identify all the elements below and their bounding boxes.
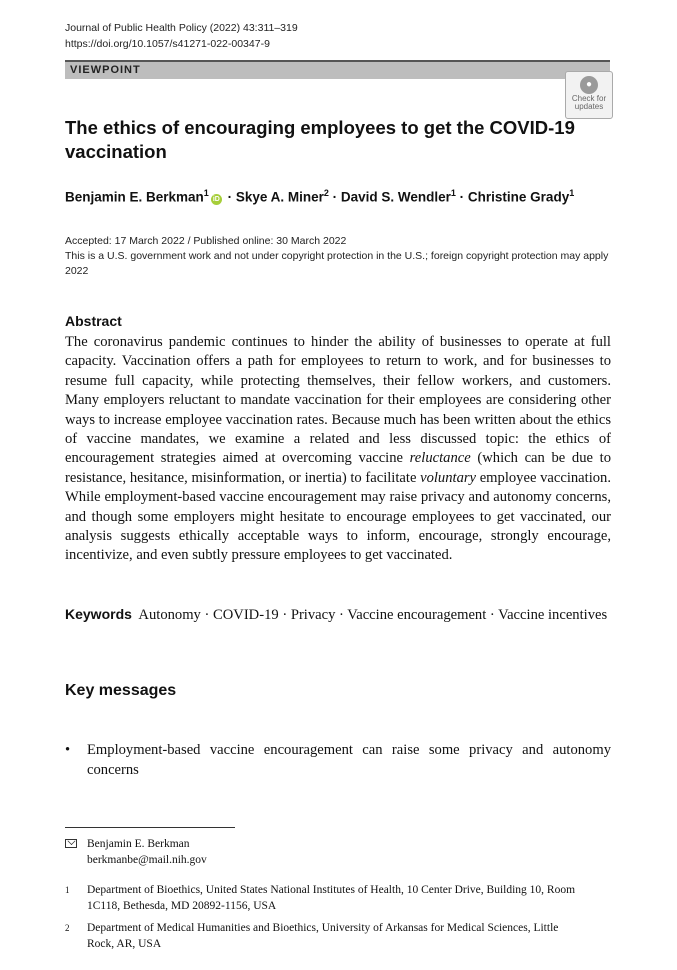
author-affiliation: 2 xyxy=(323,188,329,198)
article-title: The ethics of encouraging employees to get the COVID-19 vaccination xyxy=(65,117,575,162)
abstract-emphasis: reluctance xyxy=(409,450,471,467)
abstract-text: employee vaccination. While employment-based vaccine encouragement may raise privacy and autonomy concerns, and though some employers might hesitate to encourage employees to get vaccinated, our analysis suggests ethically acceptable ways to inform, encourage, strongly encourage, incentivize, and even subtly pressure employees to get vaccinated. xyxy=(65,469,611,564)
contact-name: Benjamin E. Berkman xyxy=(87,838,190,850)
author-separator: · xyxy=(223,189,236,205)
journal-header xyxy=(65,20,298,52)
section-label: VIEWPOINT xyxy=(70,64,141,76)
copyright-notice: This is a U.S. government work and not under copyright protection in the U.S.; foreign copyright protection may apply 2022 xyxy=(65,250,609,277)
corresponding-author xyxy=(65,836,611,868)
abstract-text: (which can be due to resistance, hesitance, misinformation, or inertia) to facilitate xyxy=(65,450,612,486)
author-affiliation: 1 xyxy=(450,188,456,198)
affiliation-text: Department of Bioethics, United States National Institutes of Health, 10 Center Drive, Building 10, Room 1C118, Bethesda, MD 20892-1156, USA xyxy=(87,884,576,912)
author-affiliation: 1 xyxy=(569,188,575,198)
author-separator: · xyxy=(328,189,341,205)
keywords-list: Autonomy · COVID-19 · Privacy · Vaccine encouragement · Vaccine incentives xyxy=(138,607,608,623)
author-name[interactable]: David S. Wendler xyxy=(340,189,451,205)
bookmark-icon: ● xyxy=(580,76,598,94)
author-list xyxy=(65,188,574,205)
affiliation-text: Department of Medical Humanities and Bioethics, University of Arkansas for Medical Sciences, Little Rock, AR, USA xyxy=(87,922,559,950)
bullet-icon: • xyxy=(65,742,71,758)
abstract-emphasis: voluntary xyxy=(420,469,477,486)
contact-email[interactable]: berkmanbe@mail.nih.gov xyxy=(87,854,207,866)
envelope-icon xyxy=(65,839,77,848)
contact-block xyxy=(87,836,587,868)
check-for-updates-badge[interactable] xyxy=(565,71,613,119)
journal-citation: Journal of Public Health Policy (2022) 43:311–319 xyxy=(65,22,298,34)
affiliation-1 xyxy=(65,882,611,914)
key-message-text: Employment-based vaccine encouragement can raise some privacy and autonomy concerns xyxy=(87,742,611,778)
keywords-label: Keywords xyxy=(65,606,132,622)
affiliation-2 xyxy=(65,920,611,952)
author-name[interactable]: Skye A. Miner xyxy=(235,189,324,205)
footnote-divider xyxy=(65,827,235,828)
author-name[interactable]: Benjamin E. Berkman xyxy=(65,189,204,205)
author-affiliation: 1 xyxy=(203,188,209,198)
badge-line2: updates xyxy=(574,102,604,111)
abstract-text: The coronavirus pandemic continues to hinder the ability of businesses to operate at full capacity. Vaccination offers a path for employees to return to work, and for businesses to resume full capacity, while protecting themselves, their fellow workers, and customers. Many employers reluctant to mandate vaccination for their employees are considering other ways to increase employee vaccination rates. Because much has been written about the ethics of vaccine mandates, we examine a related and less discussed topic: the ethics of encouragement strategies aimed at overcoming vaccine xyxy=(65,334,611,467)
affiliation-marker: 1 xyxy=(65,885,70,895)
publication-info xyxy=(65,234,610,279)
affiliation-marker: 2 xyxy=(65,923,70,933)
publication-dates: Accepted: 17 March 2022 / Published online: 30 March 2022 xyxy=(65,235,347,247)
orcid-icon[interactable]: iD xyxy=(212,195,220,203)
section-bar xyxy=(65,62,610,79)
author-separator: · xyxy=(455,189,468,205)
abstract-heading: Abstract xyxy=(65,313,122,329)
badge-line1: Check for xyxy=(571,94,607,103)
doi-link[interactable]: https://doi.org/10.1057/s41271-022-00347-9 xyxy=(65,38,270,50)
keywords xyxy=(65,604,611,625)
abstract-body xyxy=(65,333,611,566)
author-name[interactable]: Christine Grady xyxy=(467,189,570,205)
key-messages-heading: Key messages xyxy=(65,682,177,699)
